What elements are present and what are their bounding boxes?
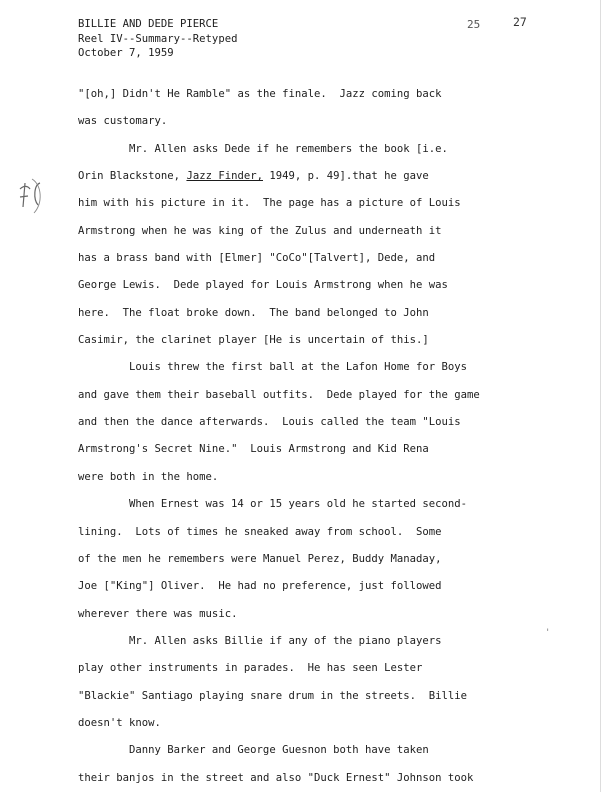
page-edge [600,0,601,792]
text-line: play other instruments in parades. He has seen Lester [78,662,423,675]
text-line: of the men he remembers were Manuel Perez, Buddy Manaday, [78,552,442,565]
text-line: Louis threw the first ball at the Lafon Home for Boys [129,361,468,374]
text-line: Armstrong when he was king of the Zulus and underneath it [78,224,442,237]
header-reel: Reel IV--Summary--Retyped [78,32,238,45]
text-segment: 1949, p. 49].that he gave [262,170,429,183]
text-line: was customary. [78,115,168,128]
handwritten-margin-mark [16,175,46,221]
text-line: here. The float broke down. The band belonged to John [78,306,429,319]
text-line: doesn't know. [78,716,161,729]
text-line: their banjos in the street and also "Duck Ernest" Johnson took [78,771,474,784]
text-line: Mr. Allen asks Dede if he remembers the book [i.e. [129,142,448,155]
text-line: and gave them their baseball outfits. Dede played for the game [78,388,480,401]
text-line: and then the dance afterwards. Louis called the team "Louis [78,416,461,429]
text-line: wherever there was music. [78,607,238,620]
text-line: were both in the home. [78,470,219,483]
underlined-book-title: Jazz Finder, [186,170,263,183]
text-line: Mr. Allen asks Billie if any of the piano players [129,634,442,647]
text-line: George Lewis. Dede played for Louis Armstrong when he was [78,279,448,292]
text-line: Armstrong's Secret Nine." Louis Armstrong and Kid Rena [78,443,429,456]
margin-annotation-drawing [16,175,46,217]
stray-mark: ' [545,628,551,638]
text-line [78,168,598,195]
text-line: When Ernest was 14 or 15 years old he started second- [129,498,468,511]
header-date: October 7, 1959 [78,47,174,60]
text-line: "Blackie" Santiago playing snare drum in the streets. Billie [78,689,468,702]
text-line: "[oh,] Didn't He Ramble" as the finale. Jazz coming back [78,88,442,100]
page-header [78,17,237,61]
struck-page-number: 25 [467,18,481,31]
text-line: Danny Barker and George Guesnon both have taken [129,744,429,757]
header-title: BILLIE AND DEDE PIERCE [78,18,219,30]
text-line: Joe ["King"] Oliver. He had no preference, just followed [78,580,442,593]
page-number: 27 [513,15,527,29]
text-line: Casimir, the clarinet player [He is uncertain of this.] [78,334,429,347]
body-text [78,86,598,797]
text-segment: Orin Blackstone, [78,170,187,183]
text-line: has a brass band with [Elmer] "CoCo"[Talvert], Dede, and [78,252,436,265]
text-line: lining. Lots of times he sneaked away from school. Some [78,525,442,538]
text-line: him with his picture in it. The page has a picture of Louis [78,197,461,210]
